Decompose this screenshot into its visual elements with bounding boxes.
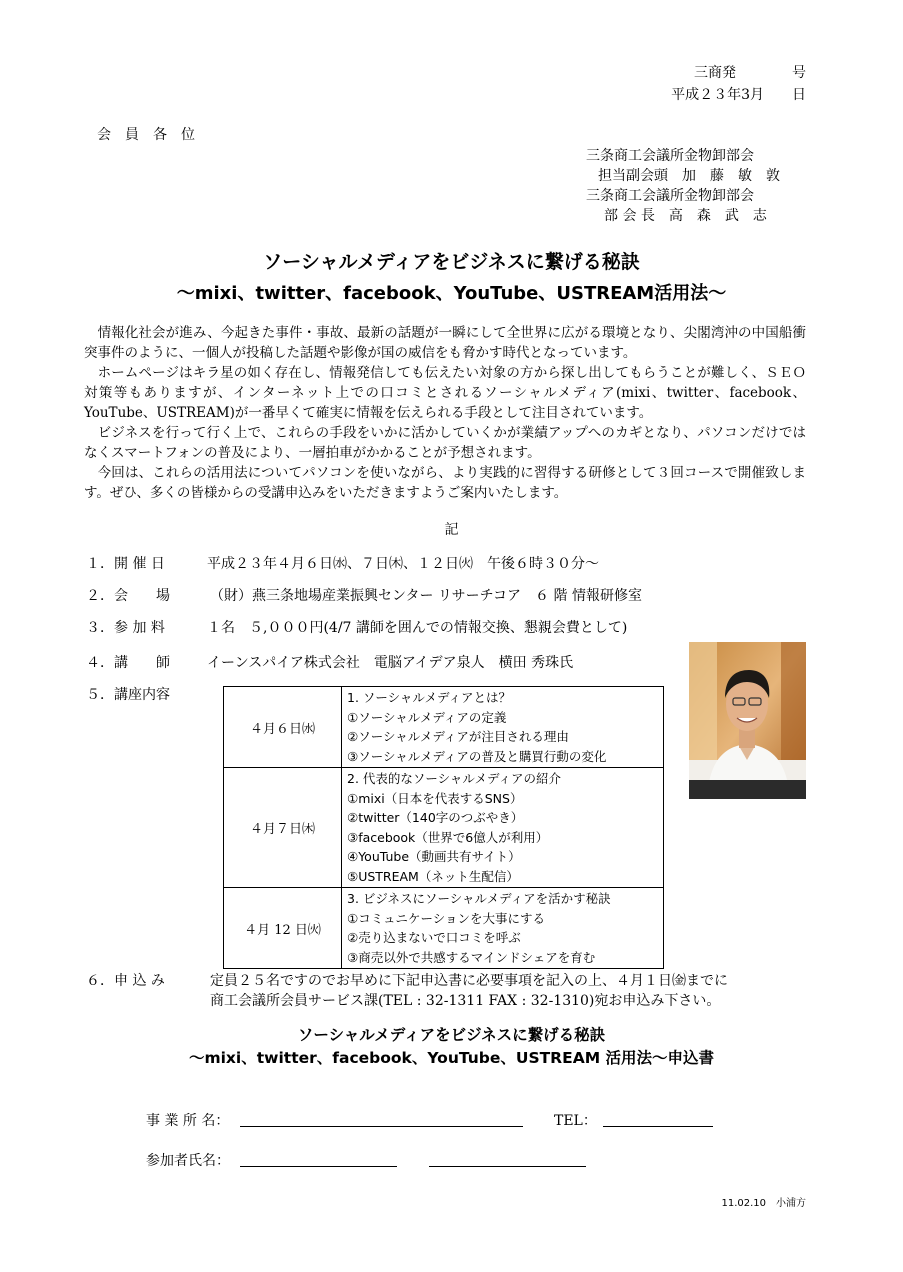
course-row	[224, 888, 664, 969]
paragraph: ビジネスを行って行く上で、これらの手段をいかに活かしていくかが業績アップへのカギとなり、パソコンだけではなくスマートフォンの普及により、一層拍車がかかることが予想されます。	[84, 425, 806, 461]
item-label-fee: ３．参 加 料	[86, 620, 165, 636]
course-row	[224, 768, 664, 888]
topic-heading: 2. 代表的なソーシャルメディアの紹介	[347, 771, 562, 786]
company-name-label: 事 業 所 名：	[146, 1113, 230, 1129]
item-value-date: 平成２３年４月６日㈬、７日㈭、１２日㈫ 午後６時３０分〜	[207, 556, 599, 572]
item-value-venue: （財）燕三条地場産業振興センター リサーチコア ６ 階 情報研修室	[210, 588, 642, 604]
course-date: ４月７日㈭	[224, 768, 342, 888]
topic-item: ③facebook（世界で6億人が利用）	[347, 829, 549, 845]
course-topics	[342, 687, 664, 768]
recipient: 会 員 各 位	[97, 127, 195, 143]
footer-note: 11.02.10 小浦方	[721, 1198, 806, 1209]
course-date: ４月 12 日㈫	[224, 888, 342, 969]
topic-item: ①mixi（日本を代表するSNS）	[347, 790, 523, 806]
sender-name-1: 担当副会頭 加 藤 敏 敦	[598, 168, 780, 184]
participant-name-field-2[interactable]	[429, 1166, 586, 1167]
topic-item: ③ソーシャルメディアの普及と購買行動の変化	[347, 748, 607, 764]
ki-heading: 記	[444, 522, 459, 538]
course-date: ４月６日㈬	[224, 687, 342, 768]
topic-item: ③商売以外で共感するマインドシェアを育む	[347, 949, 596, 965]
application-line-2: 商工会議所会員サービス課(TEL : 32-1311 FAX : 32-1310)宛お申込み下さい。	[210, 993, 721, 1009]
topic-heading: 1. ソーシャルメディアとは？	[347, 690, 512, 705]
item-label-date: １．開 催 日	[86, 556, 165, 572]
tel-label: TEL：	[554, 1113, 597, 1129]
topic-item: ①ソーシャルメディアの定義	[347, 709, 507, 725]
item-label-contents: ５．講座内容	[86, 687, 170, 703]
topic-item: ①コミュニケーションを大事にする	[347, 910, 545, 926]
participant-name-field-1[interactable]	[240, 1166, 397, 1167]
main-title: ソーシャルメディアをビジネスに繋げる秘訣	[263, 251, 640, 273]
lecturer-photo	[689, 642, 806, 799]
topic-heading: 3. ビジネスにソーシャルメディアを活かす秘訣	[347, 891, 611, 906]
form-title-main: ソーシャルメディアをビジネスに繋げる秘訣	[297, 1026, 606, 1044]
paragraph: 今回は、これらの活用法についてパソコンを使いながら、より実践的に習得する研修として３回コースで開催致します。ぜひ、多くの皆様からの受講申込みをいただきますようご案内いたします。	[84, 465, 806, 501]
company-name-field[interactable]	[240, 1126, 523, 1127]
item-value-lecturer: イーンスパイア株式会社 電脳アイデア泉人 横田 秀珠氏	[207, 655, 574, 671]
paragraph: ホームページはキラ星の如く存在し、情報発信しても伝えたい対象の方から探し出してもらうことが難しく、ＳＥＯ対策等もありますが、インターネット上での口コミとされるソーシャルメディア(mixi、twitter、facebook、YouTube、USTREAM)が一番早くて確実に情報を伝えられる手段として注目されています。	[84, 365, 806, 421]
paragraph: 情報化社会が進み、今起きた事件・事故、最新の話題が一瞬にして全世界に広がる環境となり、尖閣湾沖の中国船衝突事件のように、一個人が投稿した話題や影像が国の威信をも脅かす時代となっています。	[84, 325, 806, 361]
document-date: 平成２３年3月 日	[671, 87, 806, 103]
course-topics	[342, 768, 664, 888]
topic-item: ⑤USTREAM（ネット生配信）	[347, 868, 519, 884]
lecturer-photo-image	[689, 642, 806, 799]
topic-item: ②売り込まないで口コミを呼ぶ	[347, 930, 521, 945]
sender-org-1: 三条商工会議所金物卸部会	[586, 148, 754, 164]
intro-text	[84, 323, 806, 503]
topic-item: ②ソーシャルメディアが注目される理由	[347, 729, 569, 744]
sender-org-2: 三条商工会議所金物卸部会	[586, 188, 754, 204]
sender-name-2: 部 会 長 高 森 武 志	[604, 208, 767, 224]
participant-name-label: 参加者氏名：	[146, 1153, 230, 1169]
tel-field[interactable]	[603, 1126, 713, 1127]
topic-item: ②twitter（140字のつぶやき）	[347, 810, 524, 825]
topic-item: ④YouTube（動画共有サイト）	[347, 849, 521, 864]
item-label-application: ６．申 込 み	[86, 973, 165, 989]
course-row	[224, 687, 664, 768]
course-topics	[342, 888, 664, 969]
application-line-1: 定員２５名ですのでお早めに下記申込書に必要事項を記入の上、４月１日㈮までに	[210, 973, 728, 989]
course-table	[223, 686, 664, 969]
item-label-lecturer: ４．講 師	[86, 655, 170, 671]
form-title-sub: 〜mixi、twitter、facebook、YouTube、USTREAM 活用法〜申込書	[188, 1049, 715, 1067]
document-number: 三商発 号	[694, 65, 806, 81]
item-label-venue: ２．会 場	[86, 588, 170, 604]
item-value-fee: １名 ５,０００円(4/7 講師を囲んでの情報交換、懇親会費として)	[207, 620, 628, 636]
sub-title: 〜mixi、twitter、facebook、YouTube、USTREAM活用法〜	[176, 283, 727, 304]
